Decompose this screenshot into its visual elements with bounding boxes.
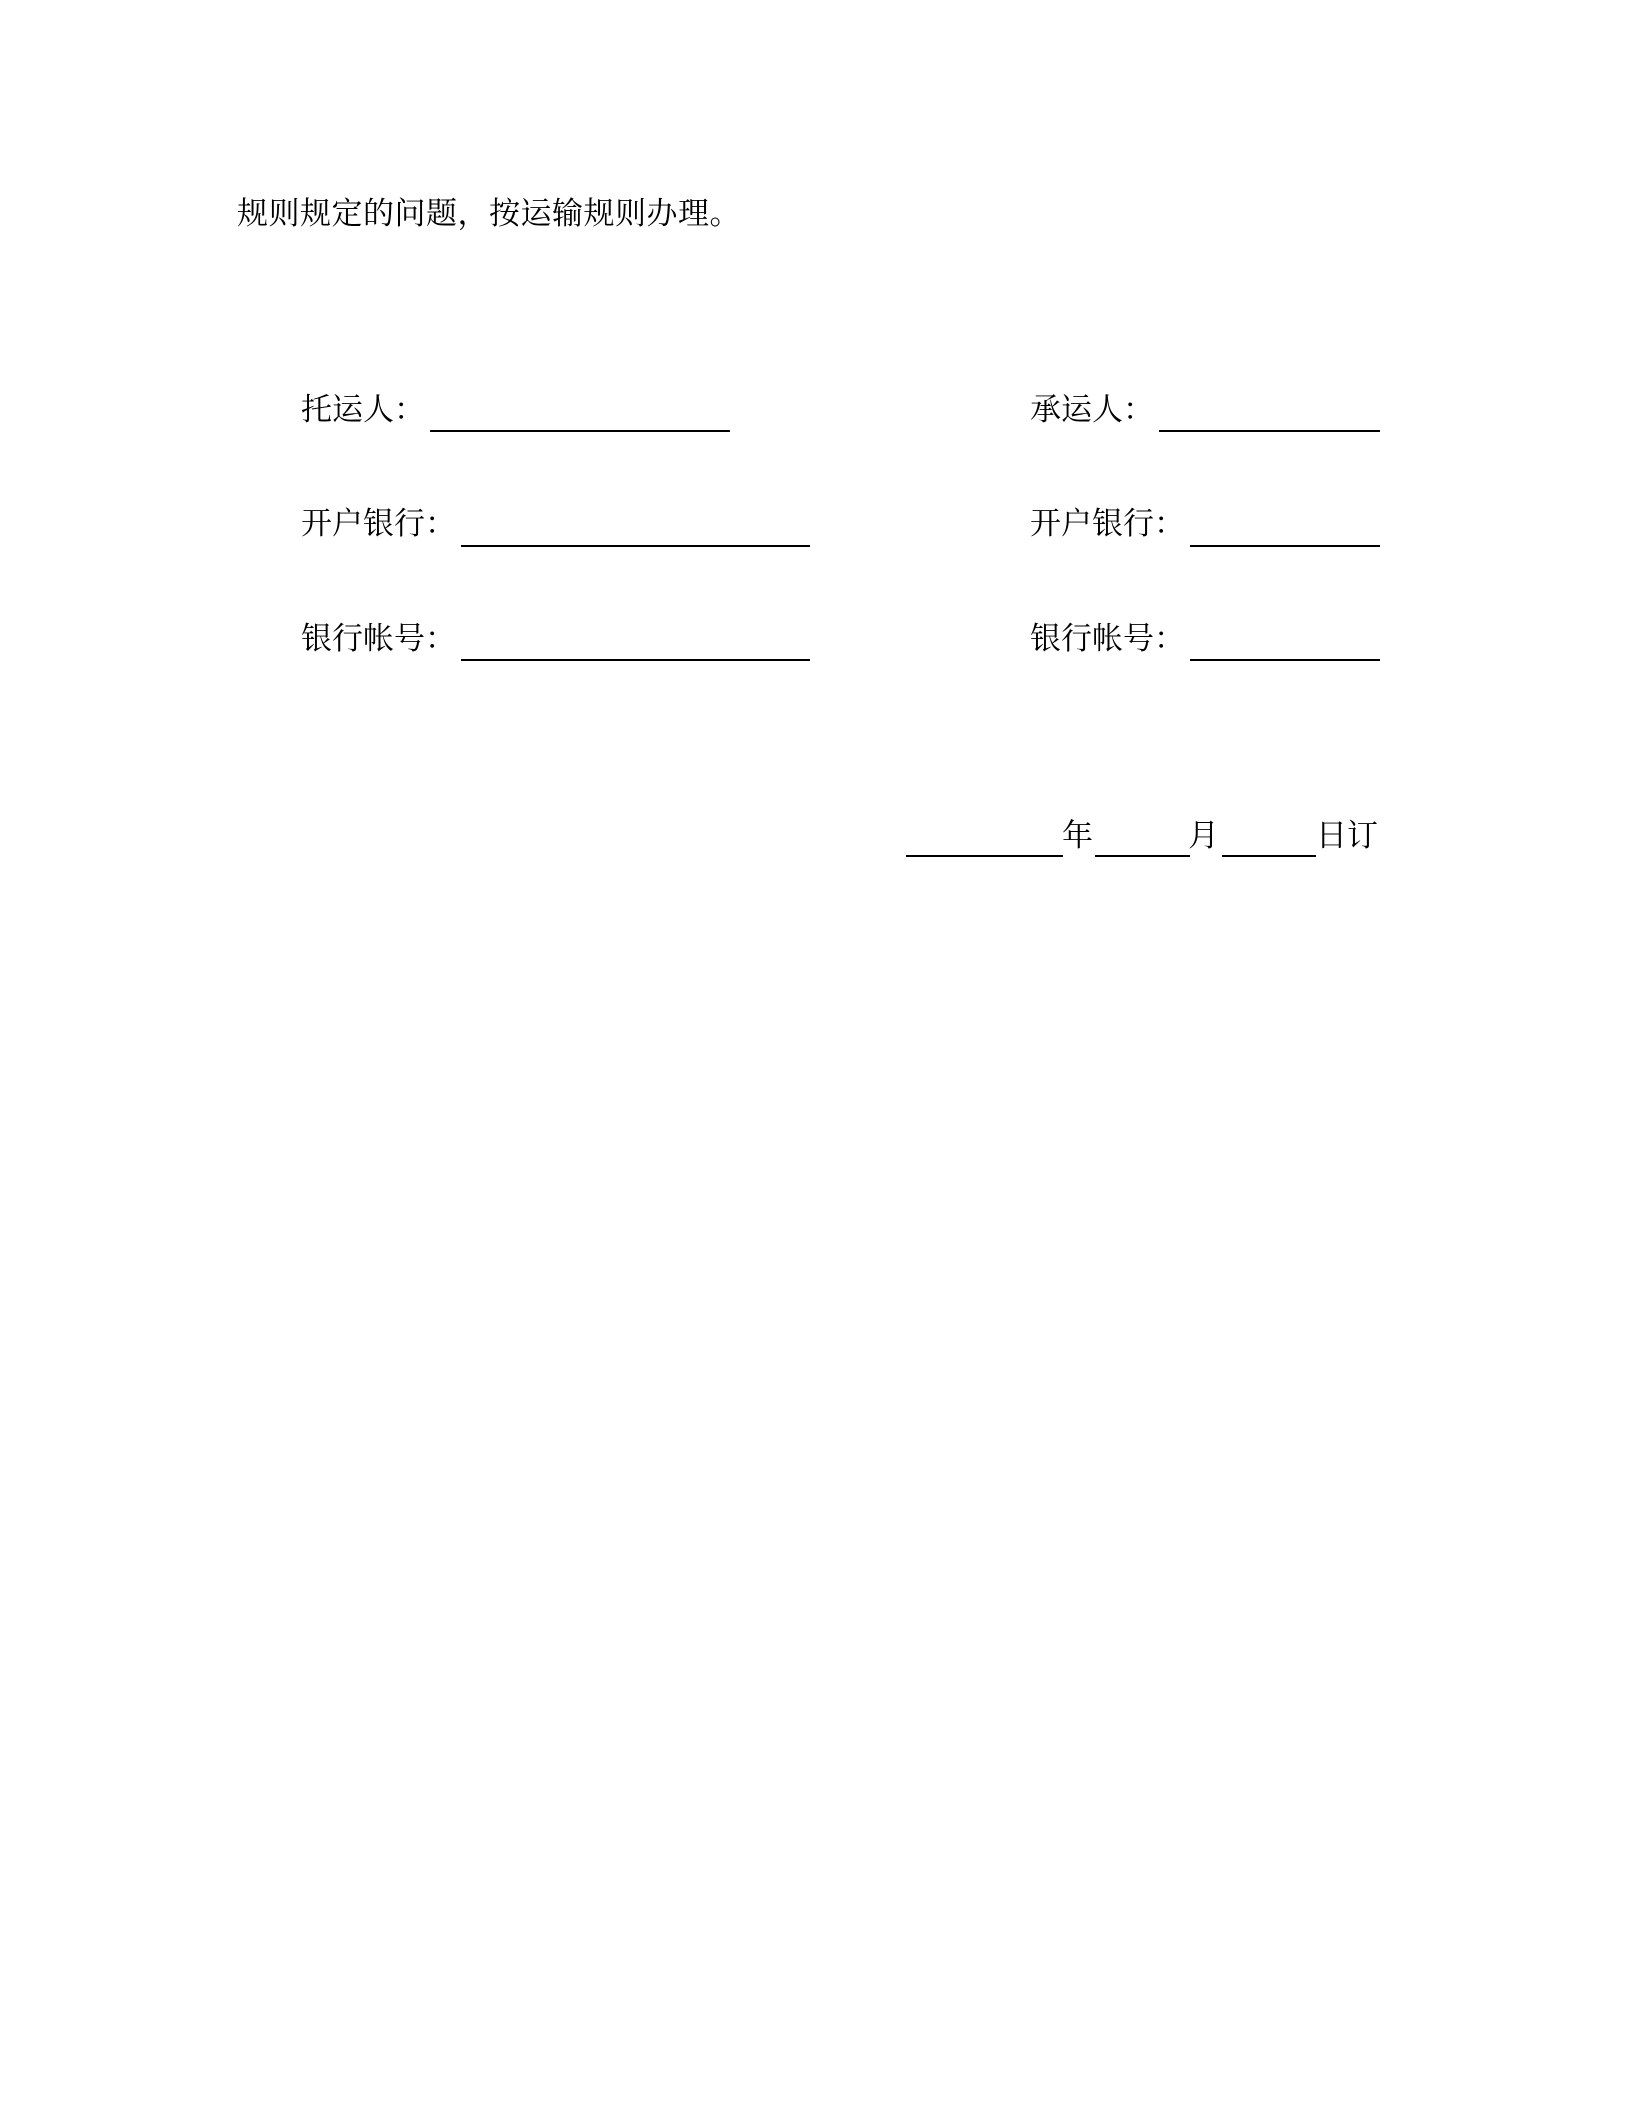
carrier-bank-line[interactable] xyxy=(1190,545,1380,547)
month-label: 月 xyxy=(1188,818,1219,854)
carrier-bank-label: 开户银行： xyxy=(1030,506,1185,542)
shipper-label: 托运人： xyxy=(301,392,425,428)
carrier-label: 承运人： xyxy=(1030,392,1154,428)
shipper-signature-line[interactable] xyxy=(430,430,730,432)
carrier-account-line[interactable] xyxy=(1190,659,1380,661)
shipper-account-line[interactable] xyxy=(461,659,810,661)
year-label: 年 xyxy=(1062,818,1093,854)
carrier-account-label: 银行帐号： xyxy=(1030,621,1185,657)
shipper-bank-line[interactable] xyxy=(461,545,810,547)
year-line[interactable] xyxy=(906,855,1063,857)
day-line[interactable] xyxy=(1222,855,1316,857)
carrier-signature-line[interactable] xyxy=(1159,430,1380,432)
shipper-account-label: 银行帐号： xyxy=(301,621,456,657)
paragraph-end: 规则规定的问题，按运输规则办理。 xyxy=(237,196,741,232)
month-line[interactable] xyxy=(1095,855,1190,857)
day-label: 日订 xyxy=(1316,818,1378,854)
shipper-bank-label: 开户银行： xyxy=(301,506,456,542)
